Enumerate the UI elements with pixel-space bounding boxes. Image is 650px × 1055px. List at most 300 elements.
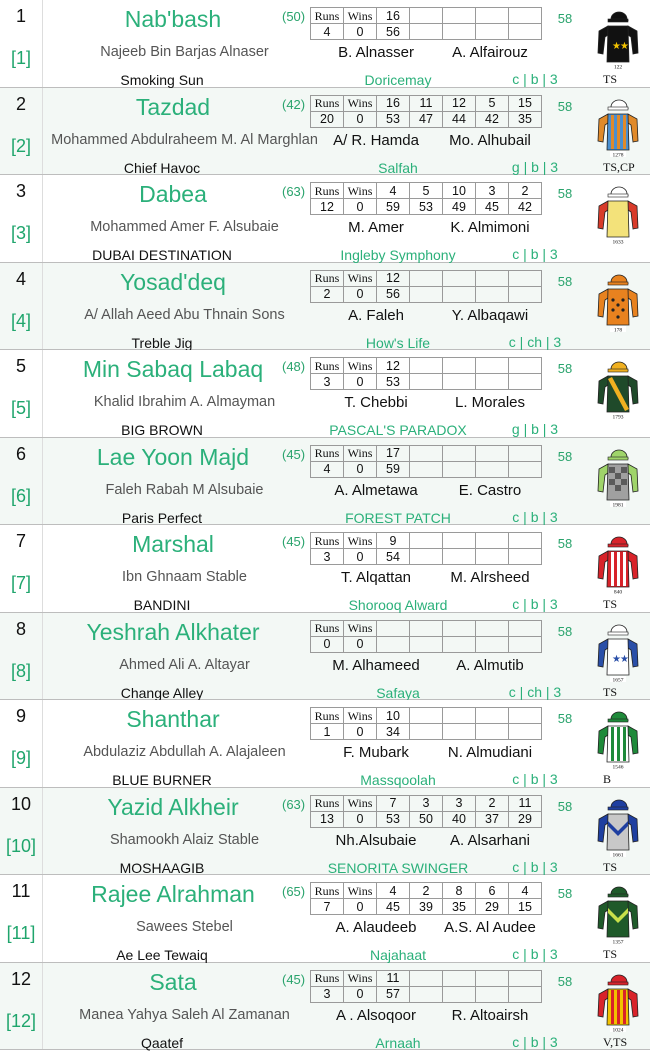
wins-label: Wins xyxy=(344,533,377,549)
owner-name: Shamookh Alaiz Stable xyxy=(109,831,260,848)
wins-value: 0 xyxy=(344,549,377,565)
draw-number: [6] xyxy=(10,485,31,506)
sire-name: MOSHAAGIB xyxy=(119,859,205,876)
sire-name: DUBAI DESTINATION xyxy=(92,247,232,263)
form-cell: 16 xyxy=(377,8,410,24)
pct-cell xyxy=(476,374,509,390)
pct-cell xyxy=(509,636,542,652)
svg-text:1981: 1981 xyxy=(612,502,624,508)
form-cell xyxy=(443,358,476,374)
weight: 58 xyxy=(557,361,573,376)
trainer-name[interactable]: E. Castro xyxy=(458,481,522,499)
weight: 58 xyxy=(557,973,573,989)
form-cell xyxy=(410,533,443,549)
form-cell xyxy=(443,8,476,24)
horse-info: c | b | 3 xyxy=(512,508,558,525)
form-cell xyxy=(410,620,443,636)
runner-row[interactable] xyxy=(0,875,650,963)
pct-cell xyxy=(410,636,443,652)
wins-label: Wins xyxy=(344,708,377,724)
owner-name: Abdulaziz Abdullah A. Alajaleen xyxy=(83,744,286,760)
runs-label: Runs xyxy=(311,183,344,199)
wins-label: Wins xyxy=(344,445,377,461)
pct-cell: 59 xyxy=(377,199,410,215)
weight: 58 xyxy=(557,186,573,201)
runs-value: 4 xyxy=(311,461,344,477)
jockey-silks-icon xyxy=(595,970,641,1034)
draw-number: [7] xyxy=(10,573,31,593)
pct-cell xyxy=(443,286,476,302)
form-cell xyxy=(509,970,542,986)
form-cell xyxy=(410,708,443,724)
form-cell xyxy=(443,445,476,461)
jockey-silks-icon xyxy=(595,445,641,509)
svg-text:1357: 1357 xyxy=(612,939,624,946)
pct-cell: 35 xyxy=(509,111,542,127)
runner-row[interactable] xyxy=(0,525,650,613)
horse-name[interactable]: Rajee Alrahman xyxy=(91,881,255,907)
equipment-code: TS xyxy=(603,72,618,86)
jockey-name[interactable]: M. Alhameed xyxy=(332,656,420,674)
wins-label: Wins xyxy=(344,358,377,374)
pct-cell: 56 xyxy=(377,24,410,40)
svg-text:1024: 1024 xyxy=(612,1027,624,1033)
rating: (45) xyxy=(282,534,306,549)
form-cell xyxy=(476,8,509,24)
dam-name: SENORITA SWINGER xyxy=(327,859,469,876)
runner-row[interactable] xyxy=(0,788,650,876)
form-cell xyxy=(476,270,509,286)
dam-name: FOREST PATCH xyxy=(345,509,451,526)
jockey-silks-icon xyxy=(595,795,641,859)
wins-value: 0 xyxy=(344,111,377,127)
pct-cell: 39 xyxy=(410,899,443,915)
pct-cell: 53 xyxy=(410,199,443,215)
form-cell: 11 xyxy=(509,795,542,811)
runs-value: 3 xyxy=(311,549,344,565)
trainer-name[interactable]: A.S. Al Audee xyxy=(444,919,536,936)
dam-name: Najahaat xyxy=(369,947,427,963)
pct-cell xyxy=(443,549,476,565)
form-cell: 4 xyxy=(509,883,542,899)
horse-info: c | b | 3 xyxy=(512,71,558,87)
jockey-silks-icon xyxy=(595,95,641,159)
weight: 58 xyxy=(557,798,573,814)
equipment-code: TS xyxy=(603,947,618,961)
rating: (48) xyxy=(282,359,306,374)
dam-name: Massqoolah xyxy=(360,772,436,788)
horse-info: c | b | 3 xyxy=(512,946,558,962)
stats-table xyxy=(310,795,542,828)
runner-number: 2 xyxy=(15,93,26,114)
owner-name: Najeeb Bin Barjas Alnaser xyxy=(100,44,269,60)
weight: 58 xyxy=(557,448,573,464)
form-cell: 3 xyxy=(410,795,443,811)
dam-name: Safaya xyxy=(376,684,420,701)
pct-cell: 42 xyxy=(476,111,509,127)
stats-table xyxy=(310,970,542,1003)
wins-value: 0 xyxy=(344,899,377,915)
trainer-name[interactable]: M. Alrsheed xyxy=(450,569,530,586)
runs-label: Runs xyxy=(311,708,344,724)
draw-number: [12] xyxy=(5,1010,37,1031)
sire-name: Smoking Sun xyxy=(120,72,204,88)
owner-name: A/ Allah Aeed Abu Thnain Sons xyxy=(84,306,285,323)
runs-value: 4 xyxy=(311,24,344,40)
wins-value: 0 xyxy=(344,24,377,40)
sire-name: Treble Jig xyxy=(131,334,193,351)
horse-name[interactable]: Min Sabaq Labaq xyxy=(82,356,264,382)
jockey-name[interactable]: M. Amer xyxy=(348,219,404,236)
weight: 58 xyxy=(557,623,573,639)
runner-number: 10 xyxy=(10,793,32,814)
pct-cell xyxy=(377,636,410,652)
pct-cell xyxy=(509,286,542,302)
draw-number: [8] xyxy=(10,660,31,681)
trainer-name[interactable]: A. Alfairouz xyxy=(452,44,528,61)
wins-value: 0 xyxy=(344,811,377,827)
pct-cell xyxy=(509,461,542,477)
pct-cell: 49 xyxy=(443,199,476,215)
pct-cell: 53 xyxy=(377,374,410,390)
stats-table xyxy=(310,882,542,915)
pct-cell xyxy=(509,986,542,1002)
runner-number: 5 xyxy=(15,356,26,376)
owner-name: Faleh Rabah M Alsubaie xyxy=(105,481,264,498)
svg-text:★: ★ xyxy=(620,41,629,52)
form-cell xyxy=(410,270,443,286)
draw-number: [3] xyxy=(10,223,31,243)
runs-label: Runs xyxy=(311,883,344,899)
runner-row[interactable] xyxy=(0,350,650,438)
stats-table xyxy=(310,532,542,565)
trainer-name[interactable]: Mo. Alhubail xyxy=(449,131,531,149)
stats-table xyxy=(310,270,542,303)
runs-label: Runs xyxy=(311,970,344,986)
pct-cell xyxy=(410,549,443,565)
rating: (65) xyxy=(282,884,306,899)
pct-cell xyxy=(476,724,509,740)
pct-cell: 53 xyxy=(377,111,410,127)
pct-cell xyxy=(476,24,509,40)
wins-value: 0 xyxy=(344,636,377,652)
runs-label: Runs xyxy=(311,620,344,636)
runner-number: 3 xyxy=(15,181,26,201)
stats-table xyxy=(310,445,542,478)
form-cell xyxy=(509,620,542,636)
runs-value: 3 xyxy=(311,986,344,1002)
pct-cell xyxy=(476,549,509,565)
form-cell xyxy=(509,708,542,724)
form-cell xyxy=(509,358,542,374)
svg-text:★: ★ xyxy=(620,653,629,665)
form-cell: 7 xyxy=(377,795,410,811)
trainer-name[interactable]: R. Altoairsh xyxy=(451,1006,529,1024)
jockey-name[interactable]: F. Mubark xyxy=(343,744,409,761)
draw-number: [4] xyxy=(10,310,31,331)
dam-name: Doricemay xyxy=(364,72,432,88)
pct-cell xyxy=(410,986,443,1002)
svg-text:840: 840 xyxy=(613,589,623,596)
pct-cell xyxy=(509,549,542,565)
pct-cell: 54 xyxy=(377,549,410,565)
runs-label: Runs xyxy=(311,8,344,24)
wins-value: 0 xyxy=(344,986,377,1002)
form-cell: 12 xyxy=(377,270,410,286)
jockey-name[interactable]: A . Alsoqoor xyxy=(335,1006,417,1024)
pct-cell: 42 xyxy=(509,199,542,215)
form-cell: 15 xyxy=(509,95,542,111)
sire-name: Ae Lee Tewaiq xyxy=(116,947,208,963)
runner-row[interactable] xyxy=(0,963,650,1051)
runs-value: 13 xyxy=(311,811,344,827)
rating: (45) xyxy=(282,971,306,987)
pct-cell: 15 xyxy=(509,899,542,915)
form-cell: 9 xyxy=(377,533,410,549)
draw-number: [1] xyxy=(10,48,31,68)
jockey-name[interactable]: A/ R. Hamda xyxy=(333,131,419,149)
draw-number: [5] xyxy=(10,398,31,418)
pct-cell xyxy=(410,24,443,40)
sire-name: BIG BROWN xyxy=(121,422,203,438)
owner-name: Sawees Stebel xyxy=(136,919,233,935)
form-cell xyxy=(476,620,509,636)
jockey-name[interactable]: Nh.Alsubaie xyxy=(335,831,417,849)
runs-label: Runs xyxy=(311,445,344,461)
horse-name[interactable]: Sata xyxy=(149,968,197,995)
pct-cell xyxy=(443,461,476,477)
svg-text:1278: 1278 xyxy=(612,152,624,158)
form-cell: 11 xyxy=(377,970,410,986)
pct-cell xyxy=(476,461,509,477)
form-cell xyxy=(443,270,476,286)
rating: (42) xyxy=(282,96,306,112)
pct-cell: 56 xyxy=(377,286,410,302)
sire-name: Chief Havoc xyxy=(123,159,201,176)
form-cell: 2 xyxy=(410,883,443,899)
pct-cell: 34 xyxy=(377,724,410,740)
pct-cell xyxy=(476,286,509,302)
jockey-silks-icon xyxy=(595,182,641,246)
form-cell: 16 xyxy=(377,95,410,111)
horse-info: g | b | 3 xyxy=(511,158,559,175)
dam-name: PASCAL'S PARADOX xyxy=(329,422,467,438)
equipment-code: B xyxy=(603,772,612,786)
trainer-name[interactable]: L. Morales xyxy=(454,394,526,411)
owner-name: Ahmed Ali A. Altayar xyxy=(119,656,250,673)
form-cell xyxy=(509,270,542,286)
jockey-name[interactable]: T. Chebbi xyxy=(344,394,408,411)
form-cell: 12 xyxy=(377,358,410,374)
svg-text:1661: 1661 xyxy=(612,852,624,858)
runner-number: 6 xyxy=(15,443,26,464)
stats-table xyxy=(310,7,542,40)
sire-name: Qaatef xyxy=(140,1034,184,1051)
sire-name: Paris Perfect xyxy=(121,509,203,526)
runner-row[interactable] xyxy=(0,88,650,176)
wins-value: 0 xyxy=(344,286,377,302)
owner-name: Mohammed Amer F. Alsubaie xyxy=(90,219,279,235)
dam-name: How's Life xyxy=(365,334,431,351)
form-cell: 12 xyxy=(443,95,476,111)
runs-label: Runs xyxy=(311,270,344,286)
sire-name: BLUE BURNER xyxy=(112,772,212,788)
runs-label: Runs xyxy=(311,95,344,111)
trainer-name[interactable]: K. Almimoni xyxy=(450,219,530,236)
pct-cell: 44 xyxy=(443,111,476,127)
pct-cell: 35 xyxy=(443,899,476,915)
trainer-name[interactable]: A. Alsarhani xyxy=(449,831,531,849)
jockey-silks-icon xyxy=(595,357,641,421)
runs-value: 7 xyxy=(311,899,344,915)
weight: 58 xyxy=(557,11,573,26)
form-cell xyxy=(476,533,509,549)
runs-value: 3 xyxy=(311,374,344,390)
pct-cell xyxy=(443,24,476,40)
pct-cell: 45 xyxy=(377,899,410,915)
pct-cell xyxy=(509,724,542,740)
runner-row[interactable] xyxy=(0,0,650,88)
weight: 58 xyxy=(557,98,573,114)
form-cell: 11 xyxy=(410,95,443,111)
wins-label: Wins xyxy=(344,620,377,636)
form-cell xyxy=(476,708,509,724)
horse-info: c | b | 3 xyxy=(512,596,558,612)
form-cell xyxy=(443,533,476,549)
runs-value: 0 xyxy=(311,636,344,652)
horse-name[interactable]: Dabea xyxy=(139,181,207,207)
jockey-silks-icon xyxy=(595,7,641,71)
horse-info: c | b | 3 xyxy=(512,771,558,787)
svg-text:1793: 1793 xyxy=(612,414,624,421)
svg-text:★: ★ xyxy=(612,41,621,52)
stats-table xyxy=(310,182,542,215)
trainer-name[interactable]: N. Almudiani xyxy=(447,744,533,761)
form-cell xyxy=(476,970,509,986)
jockey-name[interactable]: A. Almetawa xyxy=(334,481,418,499)
runner-row[interactable] xyxy=(0,613,650,701)
rating: (63) xyxy=(282,184,306,199)
horse-name[interactable]: Marshal xyxy=(132,531,214,557)
draw-number: [9] xyxy=(10,748,31,768)
runs-value: 2 xyxy=(311,286,344,302)
horse-name[interactable]: Yazid Alkheir xyxy=(107,793,239,820)
jockey-silks-icon xyxy=(595,270,641,334)
owner-name: Ibn Ghnaam Stable xyxy=(122,569,247,585)
pct-cell xyxy=(410,461,443,477)
pct-cell: 40 xyxy=(443,811,476,827)
jockey-name[interactable]: A. Faleh xyxy=(348,306,404,324)
wins-label: Wins xyxy=(344,795,377,811)
horse-name[interactable]: Shanthar xyxy=(126,706,220,732)
rating: (63) xyxy=(282,796,306,812)
trainer-name[interactable]: Y. Albaqawi xyxy=(451,306,529,324)
runner-row[interactable] xyxy=(0,700,650,788)
pct-cell: 59 xyxy=(377,461,410,477)
form-cell xyxy=(476,358,509,374)
form-cell: 4 xyxy=(377,183,410,199)
rating: (50) xyxy=(282,9,306,24)
form-cell xyxy=(443,620,476,636)
horse-name[interactable]: Tazdad xyxy=(135,93,211,120)
pct-cell xyxy=(443,724,476,740)
wins-label: Wins xyxy=(344,883,377,899)
pct-cell xyxy=(443,636,476,652)
pct-cell xyxy=(443,986,476,1002)
form-cell: 10 xyxy=(443,183,476,199)
form-cell: 2 xyxy=(509,183,542,199)
form-cell: 4 xyxy=(377,883,410,899)
form-cell xyxy=(410,970,443,986)
sire-name: BANDINI xyxy=(133,597,191,613)
equipment-code: TS xyxy=(603,597,618,611)
form-cell: 17 xyxy=(377,445,410,461)
jockey-name[interactable]: T. Alqattan xyxy=(340,569,412,586)
jockey-name[interactable]: B. Alnasser xyxy=(338,44,414,61)
runner-row[interactable] xyxy=(0,263,650,351)
wins-label: Wins xyxy=(344,183,377,199)
wins-label: Wins xyxy=(344,95,377,111)
owner-name: Manea Yahya Saleh Al Zamanan xyxy=(79,1006,290,1023)
form-cell xyxy=(410,8,443,24)
draw-number: [2] xyxy=(10,135,31,156)
horse-info: c | b | 3 xyxy=(512,1033,558,1050)
horse-name[interactable]: Lae Yoon Majd xyxy=(96,443,250,470)
runner-number: 1 xyxy=(15,6,26,26)
form-cell xyxy=(509,8,542,24)
wins-value: 0 xyxy=(344,461,377,477)
jockey-name[interactable]: A. Alaudeeb xyxy=(335,919,417,936)
form-cell xyxy=(410,358,443,374)
dam-name: Ingleby Symphony xyxy=(340,247,456,263)
equipment-code: V,TS xyxy=(603,1034,628,1049)
stats-table xyxy=(310,620,542,653)
form-cell: 8 xyxy=(443,883,476,899)
form-cell: 5 xyxy=(410,183,443,199)
equipment-code: TS xyxy=(603,684,618,699)
equipment-code: TS,CP xyxy=(603,159,635,174)
form-cell xyxy=(443,708,476,724)
horse-name[interactable]: Yosad'deq xyxy=(120,268,226,295)
form-cell: 5 xyxy=(476,95,509,111)
wins-label: Wins xyxy=(344,270,377,286)
svg-text:1633: 1633 xyxy=(612,239,624,246)
horse-name[interactable]: Yeshrah Alkhater xyxy=(86,618,260,645)
equipment-code: TS xyxy=(603,859,618,874)
horse-info: g | b | 3 xyxy=(511,421,559,437)
svg-text:122: 122 xyxy=(613,64,623,71)
pct-cell: 57 xyxy=(377,986,410,1002)
horse-info: c | b | 3 xyxy=(512,858,558,875)
wins-label: Wins xyxy=(344,970,377,986)
stats-table xyxy=(310,357,542,390)
pct-cell xyxy=(410,286,443,302)
runner-number: 11 xyxy=(11,881,31,901)
runner-row[interactable] xyxy=(0,175,650,263)
form-cell xyxy=(476,445,509,461)
form-cell xyxy=(509,533,542,549)
horse-info: c | ch | 3 xyxy=(508,333,562,350)
draw-number: [10] xyxy=(5,835,37,856)
horse-name[interactable]: Nab'bash xyxy=(124,6,222,32)
horse-info: c | ch | 3 xyxy=(508,683,562,700)
runner-number: 7 xyxy=(15,531,26,551)
owner-name: Mohammed Abdulraheem M. Al Marghlan xyxy=(51,131,318,148)
runner-row[interactable] xyxy=(0,438,650,526)
weight: 58 xyxy=(557,711,573,726)
trainer-name[interactable]: A. Almutib xyxy=(456,656,524,674)
jockey-silks-icon xyxy=(595,707,641,771)
